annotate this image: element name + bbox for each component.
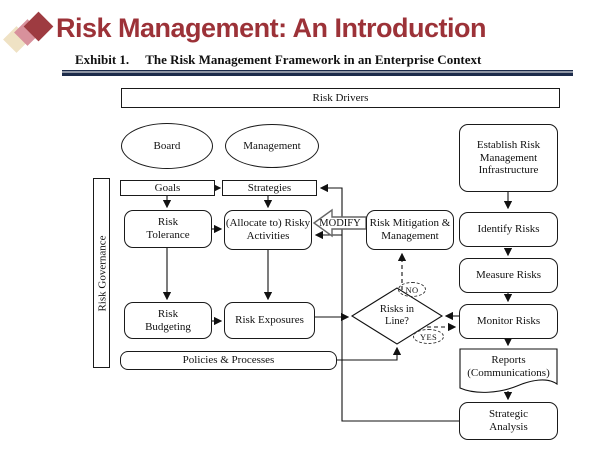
identify-risks-box: Identify Risks [459,212,558,247]
risk-exposures-box: Risk Exposures [224,302,315,339]
risk-mitigation-box: Risk Mitigation & Management [366,210,454,250]
exhibit-title: The Risk Management Framework in an Enterprise Context [145,52,482,67]
page-title: Risk Management: An Introduction [56,13,487,43]
risk-tolerance-box: Risk Tolerance [124,210,212,248]
measure-risks-box: Measure Risks [459,258,558,293]
no-badge: NO [398,282,426,297]
risk-budgeting-box: Risk Budgeting [124,302,212,339]
risky-activities-box: (Allocate to) Risky Activities [224,210,312,250]
reports-communications-label: Reports (Communications) [467,354,550,379]
exhibit-label: Exhibit 1. [75,52,130,67]
risk-governance-label: Risk Governance [95,234,108,312]
management-ellipse: Management [225,124,319,168]
board-ellipse: Board [121,123,213,169]
establish-infrastructure-box: Establish Risk Management Infrastructure [459,124,558,192]
modify-label: MODIFY [319,217,361,229]
risk-drivers-box: Risk Drivers [121,88,560,108]
yes-badge: YES [413,329,444,344]
monitor-risks-box: Monitor Risks [459,304,558,339]
strategies-box: Strategies [222,180,317,196]
strategic-analysis-box: Strategic Analysis [459,402,558,440]
risks-in-line-label: Risks in Line? [379,304,415,327]
policies-processes-box: Policies & Processes [120,351,337,370]
goals-box: Goals [120,180,215,196]
